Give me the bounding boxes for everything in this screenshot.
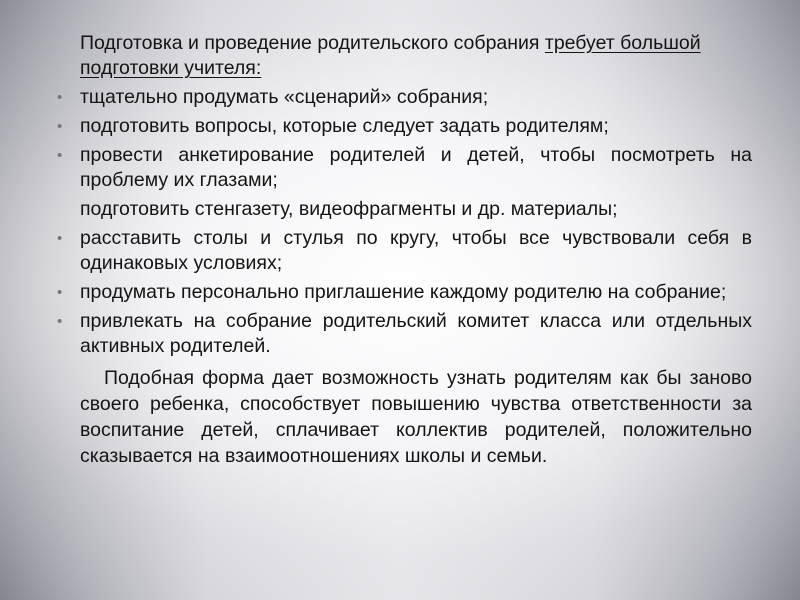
- list-item-text: расставить столы и стулья по кругу, чтобы все чувствовали себя в одинаковых условиях;: [80, 227, 752, 274]
- bullet-icon: •: [57, 118, 63, 135]
- list-item-text: привлекать на собрание родительский комитет класса или отдельных активных родителей.: [80, 310, 752, 357]
- intro-paragraph: [80, 31, 752, 81]
- list-item-text: подготовить вопросы, которые следует задать родителям;: [80, 115, 609, 137]
- bullet-icon: •: [57, 89, 63, 106]
- intro-text: Подготовка и проведение родительского собрания: [80, 32, 540, 54]
- list-item-text: тщательно продумать «сценарий» собрания;: [80, 86, 489, 108]
- bullet-icon: •: [57, 230, 63, 247]
- bullet-icon: •: [57, 313, 63, 330]
- list-item: [57, 114, 752, 139]
- list-item: [57, 226, 752, 276]
- slide-content: [57, 31, 752, 489]
- closing-paragraph: Подобная форма дает возможность узнать родителям как бы заново своего ребенка, способствует повышению чувства ответственности за воспитание детей, сплачивает коллектив родителей, положительно сказывается на взаимоотношениях школы и семьи.: [80, 367, 752, 467]
- list-item: [57, 309, 752, 359]
- list-item: [80, 197, 752, 222]
- list-item-text: продумать персонально приглашение каждому родителю на собрание;: [80, 281, 727, 303]
- list-item: [57, 85, 752, 110]
- bullet-icon: •: [57, 284, 63, 301]
- intro-underlined-text: требует большой подготовки учителя:: [80, 32, 701, 79]
- bullet-icon: •: [57, 147, 63, 164]
- list-item: [57, 280, 752, 305]
- list-item-text: провести анкетирование родителей и детей, чтобы посмотреть на проблему их глазами;: [80, 144, 752, 191]
- list-item: [57, 143, 752, 193]
- list-item-text: подготовить стенгазету, видеофрагменты и др. материалы;: [80, 198, 618, 220]
- bullet-list: [57, 85, 752, 359]
